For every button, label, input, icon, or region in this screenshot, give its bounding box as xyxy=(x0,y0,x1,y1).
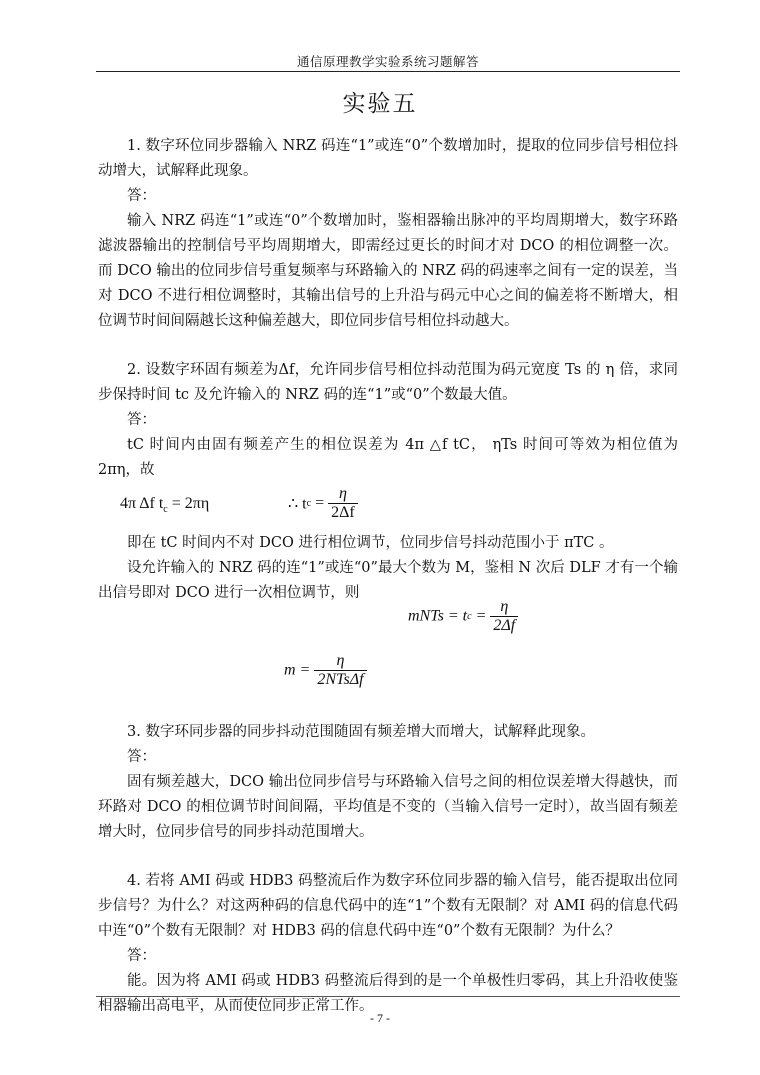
equation-phase-error: 4π Δf $t_c = 2\pi\eta$ xyxy=(120,495,210,516)
equation-row-1 xyxy=(98,483,678,531)
footer-rule xyxy=(96,996,680,997)
q3-question: 3. 数字环同步器的同步抖动范围随固有频差增大而增大，试解释此现象。 xyxy=(127,724,595,740)
fraction: $\frac{\eta}{2\Delta f}$ xyxy=(490,598,518,635)
q2-answer-label: 答： xyxy=(127,412,156,428)
header-rule xyxy=(96,71,680,72)
q4-answer-label: 答： xyxy=(127,948,156,964)
q4-question: 4. 若将 AMI 码或 HDB3 码整流后作为数字环位同步器的输入信号，能否提取出位同步信号？为什么？对这两种码的信息代码中的连“1”个数有无限制？对 AMI 码的信息代码中连“0”个数有无限制？对 HDB3 码的信息代码中连“0”个数有无限制？为什么？ xyxy=(98,873,678,939)
equation-m-ntstc: mNTs = tc = $\frac{\eta}{2\Delta f}$ xyxy=(408,598,518,635)
q2-line-b: 设允许输入的 NRZ 码的连“1”或连“0”最大个数为 M，鉴相 N 次后 DLF 才有一个输出信号即对 DCO 进行一次相位调节，则 xyxy=(98,560,678,601)
equation-row-3 xyxy=(98,652,678,708)
q3-answer-label: 答： xyxy=(127,749,156,765)
equation-tc: ∴ tc = $\frac{\eta}{2\Delta f}$ xyxy=(288,485,358,522)
equation-m: m = $\frac{\eta}{\text{2NTsΔf}}$ xyxy=(284,652,367,689)
section-title: 实验五 xyxy=(342,91,418,117)
q1-answer-label: 答： xyxy=(127,188,156,204)
page-content xyxy=(98,134,678,1019)
fraction: $\frac{\eta}{2\Delta f}$ xyxy=(328,485,358,522)
q1-question: 1. 数字环位同步器输入 NRZ 码连“1”或连“0”个数增加时，提取的位同步信号相位抖动增大，试解释此现象。 xyxy=(98,138,678,179)
q1-answer: 输入 NRZ 码连“1”或连“0”个数增加时，鉴相器输出脉冲的平均周期增大，数字环路滤波器输出的控制信号平均周期增大，即需经过更长的时间才对 DCO 的相位调整一次。而 DCO 输出的位同步信号重复频率与环路输入的 NRZ 码的码速率之间有一定的误差，当对 DCO 不进行相位调整时，其输出信号的上升沿与码元中心之间的偏差将不断增大，相位调节时间间隔越长这种偏差越大，即位同步信号相位抖动越大。 xyxy=(98,213,678,329)
spacer xyxy=(98,845,678,869)
fraction: $\frac{\eta}{\text{2NTsΔf}}$ xyxy=(314,652,366,689)
q2-line-a: 即在 tC 时间内不对 DCO 进行相位调节，位同步信号抖动范围小于 πTC 。 xyxy=(127,535,614,551)
q3-answer: 固有频差越大，DCO 输出位同步信号与环路输入信号之间的相位误差增大得越快，而环路对 DCO 的相位调节时间间隔，平均值是不变的（当输入信号一定时），故当固有频差增大时，位同步信号的同步抖动范围增大。 xyxy=(98,774,678,840)
spacer xyxy=(98,334,678,358)
page-number: - 7 - xyxy=(370,1011,390,1025)
running-header: 通信原理教学实验系统习题解答 xyxy=(296,54,479,69)
equation-row-2 xyxy=(98,598,678,652)
spacer xyxy=(98,708,678,720)
q2-question: 2. 设数字环固有频差为Δf，允许同步信号相位抖动范围为码元宽度 Ts 的 η 倍，求同步保持时间 tc 及允许输入的 NRZ 码的连“1”或“0”个数最大值。 xyxy=(98,362,678,403)
q2-answer-intro: tC 时间内由固有频差产生的相位误差为 4π △f tC， ηTs 时间可等效为相位值为 2πη，故 xyxy=(98,437,678,478)
q4-answer: 能。因为将 AMI 码或 HDB3 码整流后得到的是一个单极性归零码，其上升沿收使鉴相器输出高电平，从而使位同步正常工作。 xyxy=(98,973,678,1014)
